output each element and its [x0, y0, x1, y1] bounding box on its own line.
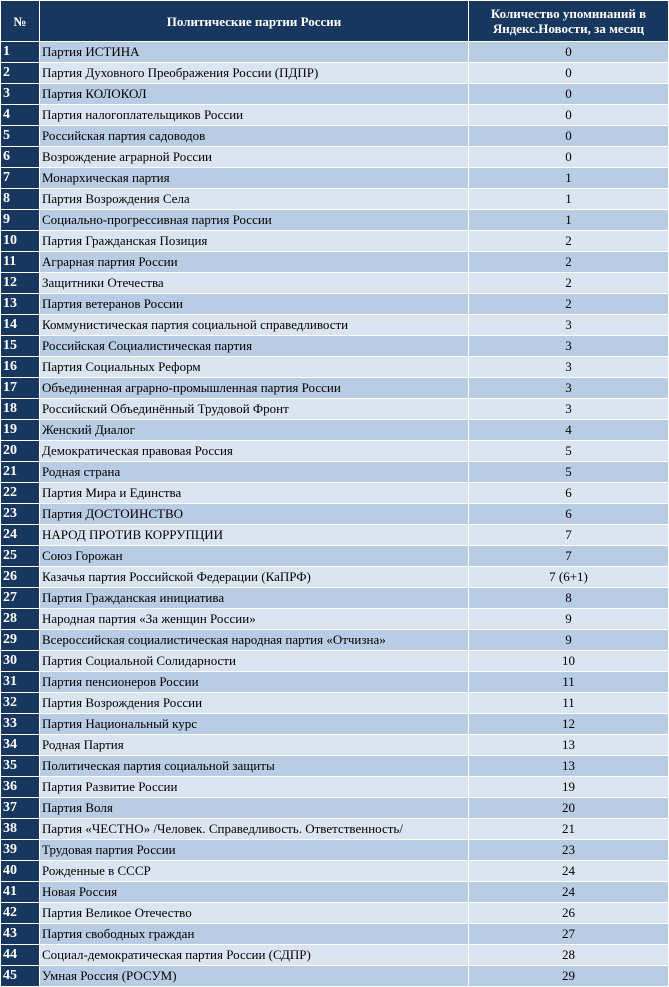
- row-number: 38: [1, 819, 40, 840]
- mention-count: 0: [469, 105, 669, 126]
- table-row: [1, 693, 669, 714]
- mention-count: 1: [469, 168, 669, 189]
- row-number: 34: [1, 735, 40, 756]
- mention-count: 21: [469, 819, 669, 840]
- table-row: [1, 189, 669, 210]
- mention-count: 27: [469, 924, 669, 945]
- party-name: Партия Гражданская инициатива: [40, 588, 469, 609]
- party-name: Женский Диалог: [40, 420, 469, 441]
- party-name: Партия Возрождения Села: [40, 189, 469, 210]
- row-number: 27: [1, 588, 40, 609]
- mention-count: 7 (6+1): [469, 567, 669, 588]
- row-number: 29: [1, 630, 40, 651]
- header-mentions: [469, 1, 669, 42]
- row-number: 11: [1, 252, 40, 273]
- table-row: [1, 525, 669, 546]
- row-number: 20: [1, 441, 40, 462]
- party-name: Родная страна: [40, 462, 469, 483]
- table-row: [1, 357, 669, 378]
- mention-count: 29: [469, 966, 669, 987]
- row-number: 9: [1, 210, 40, 231]
- table-row: [1, 546, 669, 567]
- party-name: Партия КОЛОКОЛ: [40, 84, 469, 105]
- mention-count: 11: [469, 672, 669, 693]
- table-row: [1, 861, 669, 882]
- mention-count: 9: [469, 630, 669, 651]
- mention-count: 3: [469, 315, 669, 336]
- party-name: Монархическая партия: [40, 168, 469, 189]
- party-name: Партия налогоплательщиков России: [40, 105, 469, 126]
- mention-count: 2: [469, 294, 669, 315]
- party-name: Партия свободных граждан: [40, 924, 469, 945]
- table-row: [1, 903, 669, 924]
- header-number: №: [1, 1, 40, 42]
- party-name: Партия Гражданская Позиция: [40, 231, 469, 252]
- row-number: 37: [1, 798, 40, 819]
- row-number: 45: [1, 966, 40, 987]
- party-name: Партия Национальный курс: [40, 714, 469, 735]
- table-row: [1, 63, 669, 84]
- row-number: 23: [1, 504, 40, 525]
- row-number: 42: [1, 903, 40, 924]
- party-name: Умная Россия (РОСУМ): [40, 966, 469, 987]
- row-number: 6: [1, 147, 40, 168]
- table-row: [1, 777, 669, 798]
- row-number: 15: [1, 336, 40, 357]
- mention-count: 13: [469, 735, 669, 756]
- mention-count: 3: [469, 399, 669, 420]
- mention-count: 3: [469, 357, 669, 378]
- mention-count: 13: [469, 756, 669, 777]
- table-row: [1, 630, 669, 651]
- table-row: [1, 672, 669, 693]
- party-name: Аграрная партия России: [40, 252, 469, 273]
- party-name: Российская партия садоводов: [40, 126, 469, 147]
- mention-count: 26: [469, 903, 669, 924]
- row-number: 24: [1, 525, 40, 546]
- row-number: 21: [1, 462, 40, 483]
- party-name: Объединенная аграрно-промышленная партия России: [40, 378, 469, 399]
- party-name: Партия ветеранов России: [40, 294, 469, 315]
- table-row: [1, 840, 669, 861]
- table-row: [1, 378, 669, 399]
- table-row: [1, 210, 669, 231]
- party-name: Партия Развитие России: [40, 777, 469, 798]
- table-row: [1, 651, 669, 672]
- row-number: 13: [1, 294, 40, 315]
- table-header-row: [1, 1, 669, 42]
- mention-count: 0: [469, 42, 669, 63]
- party-name: Трудовая партия России: [40, 840, 469, 861]
- mention-count: 12: [469, 714, 669, 735]
- party-name: Партия Великое Отечество: [40, 903, 469, 924]
- table-row: [1, 462, 669, 483]
- party-name: Российский Объединённый Трудовой Фронт: [40, 399, 469, 420]
- row-number: 4: [1, 105, 40, 126]
- header-party: Политические партии России: [40, 1, 469, 42]
- table-row: [1, 966, 669, 987]
- party-name: Партия Социальной Солидарности: [40, 651, 469, 672]
- row-number: 2: [1, 63, 40, 84]
- table-row: [1, 609, 669, 630]
- mention-count: 23: [469, 840, 669, 861]
- table-row: [1, 126, 669, 147]
- mention-count: 1: [469, 189, 669, 210]
- table-row: [1, 42, 669, 63]
- mention-count: 9: [469, 609, 669, 630]
- party-name: Родная Партия: [40, 735, 469, 756]
- table-row: [1, 315, 669, 336]
- table-row: [1, 420, 669, 441]
- party-name: Всероссийская социалистическая народная партия «Отчизна»: [40, 630, 469, 651]
- mention-count: 6: [469, 483, 669, 504]
- row-number: 12: [1, 273, 40, 294]
- table-row: [1, 735, 669, 756]
- row-number: 16: [1, 357, 40, 378]
- party-name: Партия ИСТИНА: [40, 42, 469, 63]
- table-row: [1, 756, 669, 777]
- mention-count: 5: [469, 462, 669, 483]
- mention-count: 24: [469, 861, 669, 882]
- mention-count: 3: [469, 378, 669, 399]
- table-row: [1, 924, 669, 945]
- row-number: 31: [1, 672, 40, 693]
- mention-count: 2: [469, 231, 669, 252]
- mention-count: 0: [469, 126, 669, 147]
- party-name: Партия ДОСТОИНСТВО: [40, 504, 469, 525]
- mention-count: 3: [469, 336, 669, 357]
- row-number: 14: [1, 315, 40, 336]
- party-name: Демократическая правовая Россия: [40, 441, 469, 462]
- table-row: [1, 252, 669, 273]
- party-name: Казачья партия Российской Федерации (КаПРФ): [40, 567, 469, 588]
- row-number: 17: [1, 378, 40, 399]
- party-name: Защитники Отечества: [40, 273, 469, 294]
- party-name: Социально-прогрессивная партия России: [40, 210, 469, 231]
- mention-count: 7: [469, 525, 669, 546]
- table-row: [1, 504, 669, 525]
- mention-count: 6: [469, 504, 669, 525]
- row-number: 3: [1, 84, 40, 105]
- table-row: [1, 798, 669, 819]
- party-name: Рожденные в СССР: [40, 861, 469, 882]
- mention-count: 10: [469, 651, 669, 672]
- mention-count: 24: [469, 882, 669, 903]
- party-name: Коммунистическая партия социальной справедливости: [40, 315, 469, 336]
- row-number: 8: [1, 189, 40, 210]
- mention-count: 7: [469, 546, 669, 567]
- party-name: Партия Возрождения России: [40, 693, 469, 714]
- table-row: [1, 336, 669, 357]
- table-row: [1, 273, 669, 294]
- table-row: [1, 588, 669, 609]
- row-number: 10: [1, 231, 40, 252]
- row-number: 28: [1, 609, 40, 630]
- table-row: [1, 714, 669, 735]
- header-mentions-line2: Яндекс.Новости, за месяц: [492, 21, 645, 36]
- mention-count: 0: [469, 147, 669, 168]
- party-name: Политическая партия социальной защиты: [40, 756, 469, 777]
- party-name: Возрождение аграрной России: [40, 147, 469, 168]
- mention-count: 20: [469, 798, 669, 819]
- row-number: 7: [1, 168, 40, 189]
- row-number: 18: [1, 399, 40, 420]
- party-name: Социал-демократическая партия России (СДПР): [40, 945, 469, 966]
- party-name: Партия Воля: [40, 798, 469, 819]
- mention-count: 8: [469, 588, 669, 609]
- table-row: [1, 147, 669, 168]
- table-row: [1, 819, 669, 840]
- row-number: 35: [1, 756, 40, 777]
- mention-count: 19: [469, 777, 669, 798]
- table-row: [1, 945, 669, 966]
- row-number: 32: [1, 693, 40, 714]
- mention-count: 28: [469, 945, 669, 966]
- table-row: [1, 399, 669, 420]
- table-row: [1, 294, 669, 315]
- table-row: [1, 84, 669, 105]
- table-row: [1, 441, 669, 462]
- row-number: 30: [1, 651, 40, 672]
- mention-count: 5: [469, 441, 669, 462]
- party-name: НАРОД ПРОТИВ КОРРУПЦИИ: [40, 525, 469, 546]
- mention-count: 0: [469, 84, 669, 105]
- table-row: [1, 483, 669, 504]
- header-mentions-line1: Количество упоминаний в: [490, 6, 647, 21]
- table-row: [1, 882, 669, 903]
- row-number: 40: [1, 861, 40, 882]
- row-number: 41: [1, 882, 40, 903]
- mention-count: 2: [469, 273, 669, 294]
- row-number: 33: [1, 714, 40, 735]
- party-name: Новая Россия: [40, 882, 469, 903]
- row-number: 19: [1, 420, 40, 441]
- table-row: [1, 105, 669, 126]
- row-number: 5: [1, 126, 40, 147]
- row-number: 44: [1, 945, 40, 966]
- mention-count: 0: [469, 63, 669, 84]
- row-number: 25: [1, 546, 40, 567]
- party-name: Партия Мира и Единства: [40, 483, 469, 504]
- table-row: [1, 231, 669, 252]
- mention-count: 11: [469, 693, 669, 714]
- mention-count: 2: [469, 252, 669, 273]
- table-row: [1, 567, 669, 588]
- row-number: 26: [1, 567, 40, 588]
- row-number: 1: [1, 42, 40, 63]
- row-number: 22: [1, 483, 40, 504]
- row-number: 36: [1, 777, 40, 798]
- row-number: 39: [1, 840, 40, 861]
- party-name: Партия «ЧЕСТНО» /Человек. Справедливость. Ответственность/: [40, 819, 469, 840]
- party-name: Союз Горожан: [40, 546, 469, 567]
- party-name: Партия Духовного Преображения России (ПДПР): [40, 63, 469, 84]
- table-row: [1, 168, 669, 189]
- party-name: Партия пенсионеров России: [40, 672, 469, 693]
- mention-count: 1: [469, 210, 669, 231]
- party-name: Народная партия «За женщин России»: [40, 609, 469, 630]
- party-name: Российская Социалистическая партия: [40, 336, 469, 357]
- party-name: Партия Социальных Реформ: [40, 357, 469, 378]
- row-number: 43: [1, 924, 40, 945]
- mention-count: 4: [469, 420, 669, 441]
